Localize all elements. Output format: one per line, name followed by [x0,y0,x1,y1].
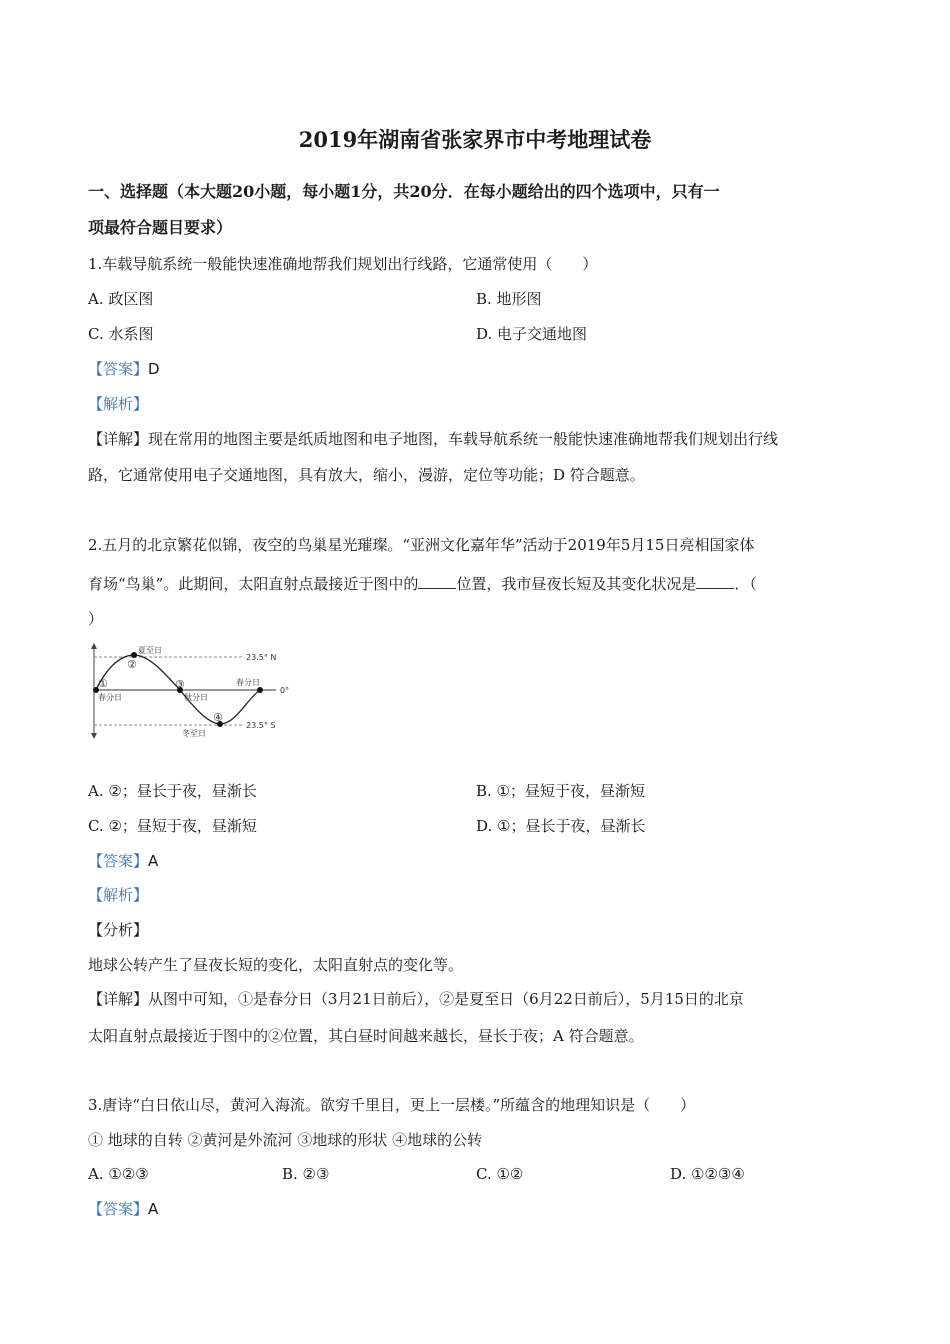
q3-option-a: A. ①②③ [88,1165,149,1183]
label-spring-equinox-next: 春分日 [236,678,260,687]
q2-option-d: D. ①；昼长于夜，昼渐长 [476,817,646,835]
q3-stem: 3.唐诗“白日依山尽，黄河入海流。欲穷千里目，更上一层楼。”所蕴含的地理知识是（ ） [88,1096,696,1114]
answer-label: 【答案】 [88,1200,149,1218]
label-lat-equator: 0° [280,686,290,695]
q2-stem-part-a: 育场“鸟巢”。此期间，太阳直射点最接近于图中的 [88,575,419,593]
section-heading-line1: 一、选择题（本大题20小题，每小题1分，共20分．在每小题给出的四个选项中，只有一 [88,182,720,201]
q3-answer-value: A [148,1200,159,1218]
q2-stem-line3: ） [88,610,104,628]
answer-blank-2 [696,574,734,589]
q1-option-b: B. 地形图 [476,290,542,308]
answer-label: 【答案】 [88,852,149,870]
answer-blank-1 [418,574,456,589]
page-title: 2019年湖南省张家界市中考地理试卷 [298,127,652,152]
axis-arrow-bottom [91,733,97,739]
q1-detail-line1 [88,429,778,449]
label-lat-south: 23.5° S [246,721,276,730]
q2-analysis-label: 【解析】 [88,886,149,904]
label-lat-north: 23.5° N [246,653,277,662]
q1-detail-text1: 现在常用的地图主要是纸质地图和电子地图，车载导航系统一般能快速准确地帮我们规划出行线 [148,430,779,448]
label-point-2: ② [127,658,137,671]
q1-option-c: C. 水系图 [88,325,154,343]
detail-label: 【详解】 [88,430,149,448]
q2-detail-line1 [88,989,744,1009]
label-point-4: ④ [213,711,223,724]
solar-direct-point-diagram [86,640,306,740]
q2-option-a: A. ②；昼长于夜，昼渐长 [88,782,257,800]
q3-items: ① 地球的自转 ②黄河是外流河 ③地球的形状 ④地球的公转 [88,1131,483,1149]
label-spring-equinox: 春分日 [98,693,122,702]
q2-answer [88,851,158,871]
q1-answer [88,359,160,379]
q1-answer-value: D [148,360,160,378]
q1-option-d: D. 电子交通地图 [476,325,588,343]
axis-arrow-top [91,643,97,649]
q2-stem-part-b: 位置，我市昼夜长短及其变化状况是 [456,575,697,593]
q1-detail-line2: 路，它通常使用电子交通地图，具有放大，缩小，漫游，定位等功能；D 符合题意。 [88,466,645,484]
q1-option-a: A. 政区图 [88,290,154,308]
section-heading-line2: 项最符合题目要求） [88,218,233,237]
q1-stem: 1.车载导航系统一般能快速准确地帮我们规划出行线路，它通常使用（ ） [88,255,598,273]
q3-option-b: B. ②③ [282,1165,330,1183]
q3-answer [88,1199,158,1219]
q1-analysis-label: 【解析】 [88,395,149,413]
label-winter-solstice: 冬至日 [182,729,206,738]
q2-option-b: B. ①；昼短于夜，昼渐短 [476,782,646,800]
q2-detail-line2: 太阳直射点最接近于图中的②位置，其白昼时间越来越长，昼长于夜；A 符合题意。 [88,1027,644,1045]
q2-breakdown-label: 【分析】 [88,921,149,939]
q2-stem-part-c: ．（ [734,575,757,593]
answer-label: 【答案】 [88,360,149,378]
label-point-1: ① [98,677,108,690]
q2-breakdown-text: 地球公转产生了昼夜长短的变化，太阳直射点的变化等。 [88,956,464,974]
detail-label: 【详解】 [88,990,149,1008]
q3-option-c: C. ①② [476,1165,524,1183]
q3-option-d: D. ①②③④ [670,1165,745,1183]
q2-option-c: C. ②；昼短于夜，昼渐短 [88,817,257,835]
label-autumn-equinox: 秋分日 [184,693,208,702]
q2-stem-line1: 2.五月的北京繁花似锦，夜空的鸟巢星光璀璨。“亚洲文化嘉年华”活动于2019年5月15日亮相国家体 [88,536,755,554]
q2-answer-value: A [148,852,159,870]
label-summer-solstice: 夏至日 [138,646,162,655]
point-spring-equinox-next [257,687,263,693]
q2-detail-text1: 从图中可知，①是春分日（3月21日前后），②是夏至日（6月22日前后），5月15日的北京 [148,990,744,1008]
q2-stem-line2 [88,574,757,594]
label-point-3: ③ [175,678,185,691]
